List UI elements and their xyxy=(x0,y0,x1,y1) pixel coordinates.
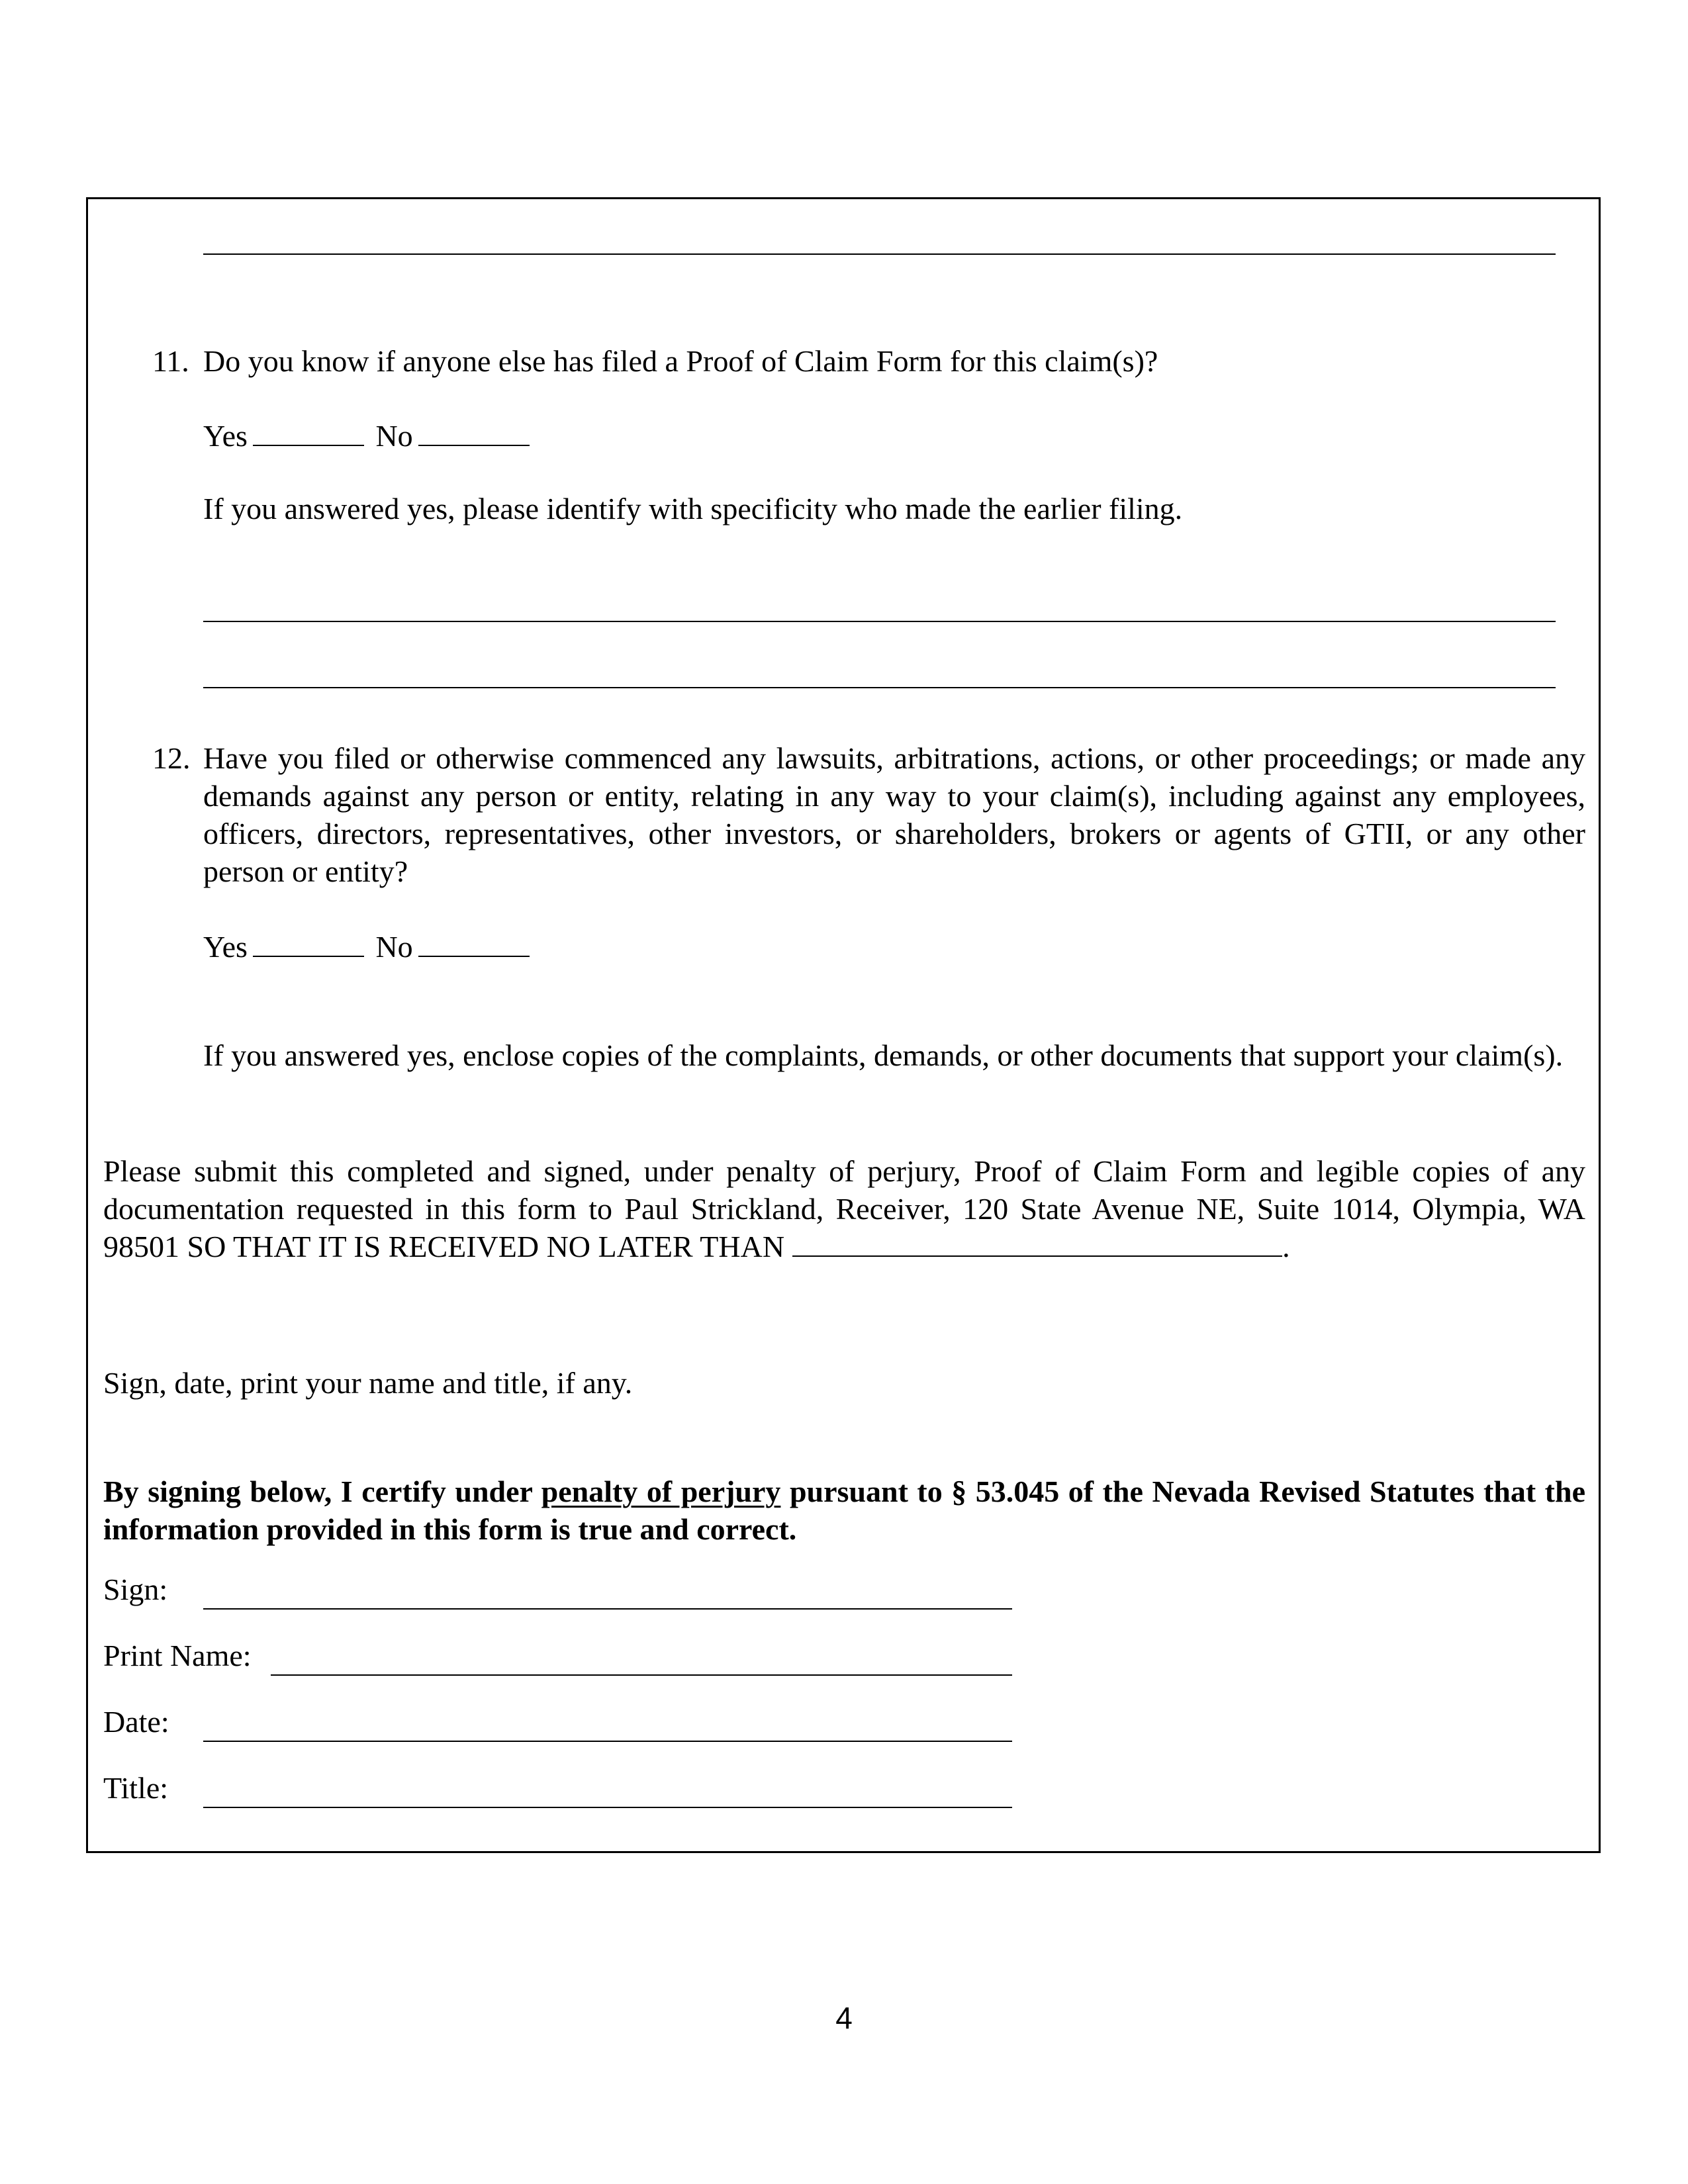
earlier-filing-line-2[interactable] xyxy=(203,687,1556,688)
submission-text: Please submit this completed and signed, under penalty of perjury, Proof of Claim Form and legible copies of any documentation requested in this form to Paul Strickland, Receiver, 120 State Avenue NE, Suite 1014, Olympia, WA 98501 SO THAT IT IS RECEIVED NO LATER THAN xyxy=(103,1154,1585,1263)
no-label: No xyxy=(375,419,413,453)
certification-statement xyxy=(103,1473,1585,1548)
answer-line-continued[interactable] xyxy=(203,253,1556,255)
print-name-field[interactable] xyxy=(271,1674,1012,1676)
question-12-yes-no xyxy=(203,928,530,966)
question-11-text: Do you know if anyone else has filed a Proof of Claim Form for this claim(s)? xyxy=(203,344,1158,378)
yes-label: Yes xyxy=(203,930,248,964)
submission-end-punct: . xyxy=(1282,1230,1290,1263)
submission-instructions xyxy=(103,1152,1585,1265)
no-label: No xyxy=(375,930,413,964)
question-11-number: 11. xyxy=(152,344,189,378)
yes-blank[interactable] xyxy=(253,928,364,957)
penalty-of-perjury-underlined: penalty of perjury xyxy=(541,1475,781,1508)
page-number: 4 xyxy=(835,2001,853,2035)
earlier-filing-line-1[interactable] xyxy=(203,621,1556,622)
sign-label: Sign: xyxy=(103,1572,168,1606)
title-field[interactable] xyxy=(203,1807,1012,1808)
sign-instruction: Sign, date, print your name and title, if any. xyxy=(103,1366,633,1400)
yes-label: Yes xyxy=(203,419,248,453)
print-name-label: Print Name: xyxy=(103,1639,252,1672)
question-11-followup: If you answered yes, please identify with specificity who made the earlier filing. xyxy=(203,492,1183,525)
sign-field[interactable] xyxy=(203,1608,1012,1610)
title-label: Title: xyxy=(103,1771,169,1805)
question-12-text: Have you filed or otherwise commenced any lawsuits, arbitrations, actions, or other proceedings; or made any demands against any person or entity, relating in any way to your claim(s), including against any employees, officers, directors, representatives, other investors, or shareholders, brokers or agents of GTII, or any other person or entity? xyxy=(203,741,1585,888)
question-11-yes-no xyxy=(203,417,530,455)
certification-part1: By signing below, I certify under xyxy=(103,1475,533,1508)
no-blank[interactable] xyxy=(418,417,530,446)
date-field[interactable] xyxy=(203,1741,1012,1742)
no-blank[interactable] xyxy=(418,928,530,957)
question-12-number: 12. xyxy=(152,741,191,775)
yes-blank[interactable] xyxy=(253,417,364,446)
deadline-blank[interactable] xyxy=(792,1230,1282,1257)
certification-part2: pursuant to § 53.045 of the Nevada Revised Statutes that the information provided in this form is true and correct. xyxy=(103,1475,1585,1546)
date-label: Date: xyxy=(103,1705,169,1739)
question-12-followup: If you answered yes, enclose copies of the complaints, demands, or other documents that support your claim(s). xyxy=(203,1038,1564,1072)
